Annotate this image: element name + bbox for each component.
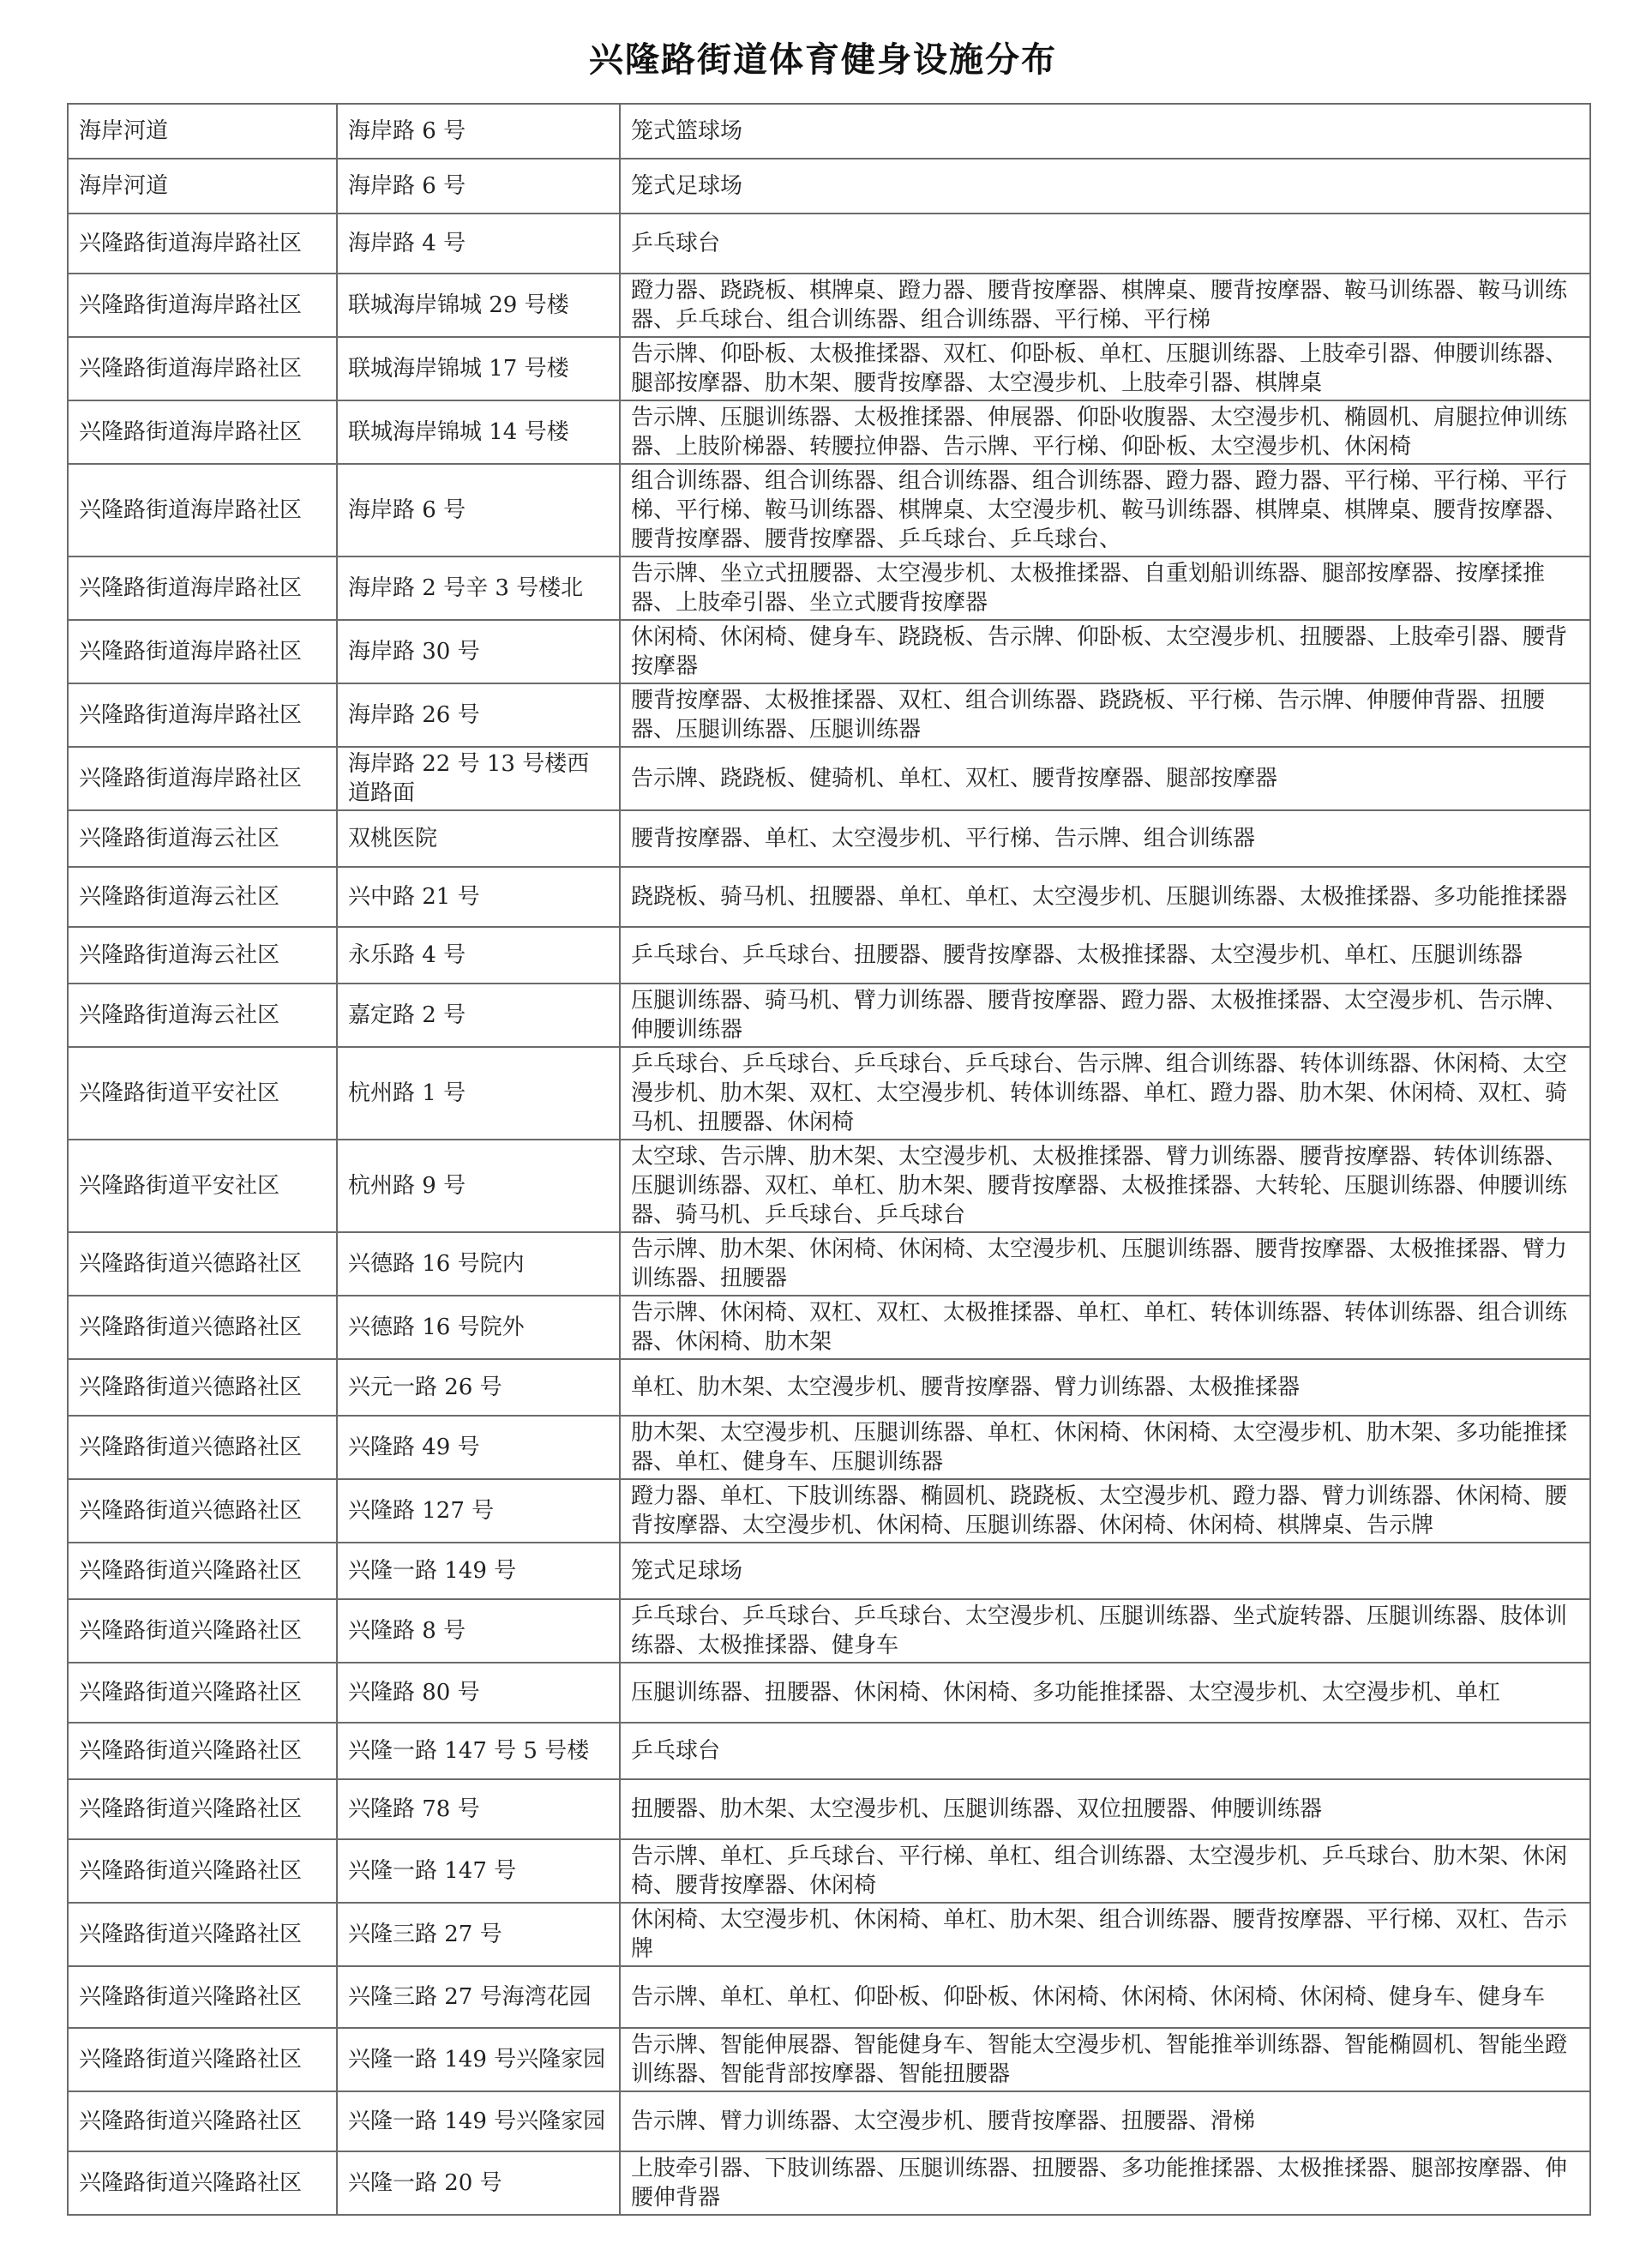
table-row <box>68 1232 1590 1296</box>
community-cell: 兴隆路街道海岸路社区 <box>68 274 337 337</box>
equipment-cell: 笼式篮球场 <box>620 104 1590 159</box>
equipment-cell: 告示牌、肋木架、休闲椅、休闲椅、太空漫步机、压腿训练器、腰背按摩器、太极推揉器、臂力训练器、扭腰器 <box>620 1232 1590 1296</box>
community-cell: 兴隆路街道海云社区 <box>68 984 337 1047</box>
table-row <box>68 464 1590 556</box>
equipment-cell: 蹬力器、跷跷板、棋牌桌、蹬力器、腰背按摩器、棋牌桌、腰背按摩器、鞍马训练器、鞍马训练器、乒乓球台、组合训练器、组合训练器、平行梯、平行梯 <box>620 274 1590 337</box>
address-cell: 兴元一路 26 号 <box>337 1359 620 1416</box>
address-cell: 兴隆三路 27 号 <box>337 1903 620 1966</box>
community-cell: 兴隆路街道兴德路社区 <box>68 1416 337 1479</box>
facility-table <box>67 103 1591 2216</box>
equipment-cell: 腰背按摩器、单杠、太空漫步机、平行梯、告示牌、组合训练器 <box>620 810 1590 867</box>
address-cell: 兴隆一路 149 号兴隆家园 <box>337 2028 620 2091</box>
equipment-cell: 笼式足球场 <box>620 159 1590 214</box>
address-cell: 海岸路 30 号 <box>337 620 620 683</box>
equipment-cell: 休闲椅、太空漫步机、休闲椅、单杠、肋木架、组合训练器、腰背按摩器、平行梯、双杠、告示牌 <box>620 1903 1590 1966</box>
address-cell: 联城海岸锦城 17 号楼 <box>337 337 620 400</box>
address-cell: 兴隆路 49 号 <box>337 1416 620 1479</box>
table-row <box>68 1543 1590 1599</box>
community-cell: 兴隆路街道海云社区 <box>68 810 337 867</box>
address-cell: 兴隆路 127 号 <box>337 1479 620 1543</box>
equipment-cell: 乒乓球台、乒乓球台、乒乓球台、太空漫步机、压腿训练器、坐式旋转器、压腿训练器、肢体训练器、太极推揉器、健身车 <box>620 1599 1590 1663</box>
equipment-cell: 告示牌、臂力训练器、太空漫步机、腰背按摩器、扭腰器、滑梯 <box>620 2091 1590 2151</box>
address-cell: 海岸路 22 号 13 号楼西道路面 <box>337 747 620 810</box>
address-cell: 兴隆一路 147 号 5 号楼 <box>337 1723 620 1779</box>
equipment-cell: 跷跷板、骑马机、扭腰器、单杠、单杠、太空漫步机、压腿训练器、太极推揉器、多功能推揉器 <box>620 867 1590 927</box>
community-cell: 兴隆路街道海岸路社区 <box>68 747 337 810</box>
community-cell: 兴隆路街道平安社区 <box>68 1140 337 1232</box>
table-body <box>68 104 1590 2215</box>
address-cell: 兴中路 21 号 <box>337 867 620 927</box>
community-cell: 兴隆路街道兴隆路社区 <box>68 2091 337 2151</box>
equipment-cell: 组合训练器、组合训练器、组合训练器、组合训练器、蹬力器、蹬力器、平行梯、平行梯、平行梯、平行梯、鞍马训练器、棋牌桌、太空漫步机、鞍马训练器、棋牌桌、棋牌桌、腰背按摩器、腰背按摩器、腰背按摩器、乒乓球台、乒乓球台、 <box>620 464 1590 556</box>
table-row <box>68 1903 1590 1966</box>
address-cell: 兴隆路 8 号 <box>337 1599 620 1663</box>
equipment-cell: 告示牌、休闲椅、双杠、双杠、太极推揉器、单杠、单杠、转体训练器、转体训练器、组合训练器、休闲椅、肋木架 <box>620 1296 1590 1359</box>
address-cell: 海岸路 26 号 <box>337 683 620 747</box>
community-cell: 兴隆路街道海岸路社区 <box>68 400 337 464</box>
address-cell: 联城海岸锦城 14 号楼 <box>337 400 620 464</box>
equipment-cell: 扭腰器、肋木架、太空漫步机、压腿训练器、双位扭腰器、伸腰训练器 <box>620 1779 1590 1839</box>
table-row <box>68 1966 1590 2028</box>
table-row <box>68 927 1590 984</box>
equipment-cell: 笼式足球场 <box>620 1543 1590 1599</box>
address-cell: 联城海岸锦城 29 号楼 <box>337 274 620 337</box>
community-cell: 兴隆路街道兴德路社区 <box>68 1479 337 1543</box>
community-cell: 兴隆路街道兴隆路社区 <box>68 2151 337 2215</box>
table-row <box>68 810 1590 867</box>
table-row <box>68 1416 1590 1479</box>
address-cell: 兴隆三路 27 号海湾花园 <box>337 1966 620 2028</box>
table-row <box>68 620 1590 683</box>
community-cell: 兴隆路街道海岸路社区 <box>68 620 337 683</box>
community-cell: 海岸河道 <box>68 104 337 159</box>
address-cell: 兴德路 16 号院内 <box>337 1232 620 1296</box>
community-cell: 兴隆路街道海岸路社区 <box>68 337 337 400</box>
table-row <box>68 984 1590 1047</box>
equipment-cell: 告示牌、单杠、乒乓球台、平行梯、单杠、组合训练器、太空漫步机、乒乓球台、肋木架、休闲椅、腰背按摩器、休闲椅 <box>620 1839 1590 1903</box>
equipment-cell: 告示牌、单杠、单杠、仰卧板、仰卧板、休闲椅、休闲椅、休闲椅、休闲椅、健身车、健身车 <box>620 1966 1590 2028</box>
address-cell: 兴隆一路 149 号兴隆家园 <box>337 2091 620 2151</box>
equipment-cell: 告示牌、仰卧板、太极推揉器、双杠、仰卧板、单杠、压腿训练器、上肢牵引器、伸腰训练器、腿部按摩器、肋木架、腰背按摩器、太空漫步机、上肢牵引器、棋牌桌 <box>620 337 1590 400</box>
community-cell: 兴隆路街道兴隆路社区 <box>68 1839 337 1903</box>
address-cell: 兴隆一路 147 号 <box>337 1839 620 1903</box>
table-row <box>68 104 1590 159</box>
table-row <box>68 1296 1590 1359</box>
community-cell: 兴隆路街道海云社区 <box>68 867 337 927</box>
table-row <box>68 1663 1590 1723</box>
community-cell: 兴隆路街道兴德路社区 <box>68 1232 337 1296</box>
community-cell: 兴隆路街道兴隆路社区 <box>68 1663 337 1723</box>
equipment-cell: 蹬力器、单杠、下肢训练器、椭圆机、跷跷板、太空漫步机、蹬力器、臂力训练器、休闲椅、腰背按摩器、太空漫步机、休闲椅、压腿训练器、休闲椅、休闲椅、棋牌桌、告示牌 <box>620 1479 1590 1543</box>
address-cell: 海岸路 2 号辛 3 号楼北 <box>337 556 620 620</box>
community-cell: 兴隆路街道兴德路社区 <box>68 1296 337 1359</box>
page-title: 兴隆路街道体育健身设施分布 <box>589 39 1057 80</box>
address-cell: 兴隆路 80 号 <box>337 1663 620 1723</box>
equipment-cell: 乒乓球台 <box>620 1723 1590 1779</box>
equipment-cell: 告示牌、智能伸展器、智能健身车、智能太空漫步机、智能推举训练器、智能椭圆机、智能坐蹬训练器、智能背部按摩器、智能扭腰器 <box>620 2028 1590 2091</box>
address-cell: 杭州路 1 号 <box>337 1047 620 1140</box>
table-row <box>68 1779 1590 1839</box>
table-row <box>68 159 1590 214</box>
table-row <box>68 867 1590 927</box>
community-cell: 兴隆路街道海岸路社区 <box>68 214 337 274</box>
equipment-cell: 压腿训练器、骑马机、臂力训练器、腰背按摩器、蹬力器、太极推揉器、太空漫步机、告示牌、伸腰训练器 <box>620 984 1590 1047</box>
equipment-cell: 休闲椅、休闲椅、健身车、跷跷板、告示牌、仰卧板、太空漫步机、扭腰器、上肢牵引器、腰背按摩器 <box>620 620 1590 683</box>
table-row <box>68 2028 1590 2091</box>
equipment-cell: 肋木架、太空漫步机、压腿训练器、单杠、休闲椅、休闲椅、太空漫步机、肋木架、多功能推揉器、单杠、健身车、压腿训练器 <box>620 1416 1590 1479</box>
table-row <box>68 1839 1590 1903</box>
community-cell: 兴隆路街道兴隆路社区 <box>68 1723 337 1779</box>
table-row <box>68 1599 1590 1663</box>
table-row <box>68 747 1590 810</box>
community-cell: 兴隆路街道兴隆路社区 <box>68 1543 337 1599</box>
address-cell: 海岸路 6 号 <box>337 104 620 159</box>
table-row <box>68 1479 1590 1543</box>
community-cell: 兴隆路街道兴隆路社区 <box>68 1779 337 1839</box>
table-row <box>68 683 1590 747</box>
address-cell: 嘉定路 2 号 <box>337 984 620 1047</box>
table-row <box>68 2091 1590 2151</box>
table-row <box>68 337 1590 400</box>
equipment-cell: 告示牌、坐立式扭腰器、太空漫步机、太极推揉器、自重划船训练器、腿部按摩器、按摩揉推器、上肢牵引器、坐立式腰背按摩器 <box>620 556 1590 620</box>
table-row <box>68 1140 1590 1232</box>
address-cell: 兴德路 16 号院外 <box>337 1296 620 1359</box>
equipment-cell: 太空球、告示牌、肋木架、太空漫步机、太极推揉器、臂力训练器、腰背按摩器、转体训练器、压腿训练器、双杠、单杠、肋木架、腰背按摩器、太极推揉器、大转轮、压腿训练器、伸腰训练器、骑马机、乒乓球台、乒乓球台 <box>620 1140 1590 1232</box>
table-row <box>68 556 1590 620</box>
address-cell: 海岸路 4 号 <box>337 214 620 274</box>
community-cell: 兴隆路街道兴隆路社区 <box>68 1599 337 1663</box>
address-cell: 双桃医院 <box>337 810 620 867</box>
address-cell: 兴隆路 78 号 <box>337 1779 620 1839</box>
address-cell: 兴隆一路 20 号 <box>337 2151 620 2215</box>
community-cell: 兴隆路街道海岸路社区 <box>68 464 337 556</box>
table-row <box>68 1047 1590 1140</box>
address-cell: 海岸路 6 号 <box>337 159 620 214</box>
community-cell: 兴隆路街道兴隆路社区 <box>68 2028 337 2091</box>
table-row <box>68 274 1590 337</box>
equipment-cell: 上肢牵引器、下肢训练器、压腿训练器、扭腰器、多功能推揉器、太极推揉器、腿部按摩器、伸腰伸背器 <box>620 2151 1590 2215</box>
address-cell: 兴隆一路 149 号 <box>337 1543 620 1599</box>
community-cell: 兴隆路街道海岸路社区 <box>68 556 337 620</box>
table-row <box>68 1359 1590 1416</box>
community-cell: 兴隆路街道兴隆路社区 <box>68 1966 337 2028</box>
community-cell: 兴隆路街道平安社区 <box>68 1047 337 1140</box>
equipment-cell: 压腿训练器、扭腰器、休闲椅、休闲椅、多功能推揉器、太空漫步机、太空漫步机、单杠 <box>620 1663 1590 1723</box>
equipment-cell: 乒乓球台 <box>620 214 1590 274</box>
address-cell: 杭州路 9 号 <box>337 1140 620 1232</box>
address-cell: 永乐路 4 号 <box>337 927 620 984</box>
community-cell: 兴隆路街道兴隆路社区 <box>68 1903 337 1966</box>
community-cell: 兴隆路街道兴德路社区 <box>68 1359 337 1416</box>
equipment-cell: 乒乓球台、乒乓球台、扭腰器、腰背按摩器、太极推揉器、太空漫步机、单杠、压腿训练器 <box>620 927 1590 984</box>
table-row <box>68 400 1590 464</box>
equipment-cell: 告示牌、压腿训练器、太极推揉器、伸展器、仰卧收腹器、太空漫步机、椭圆机、肩腿拉伸训练器、上肢阶梯器、转腰拉伸器、告示牌、平行梯、仰卧板、太空漫步机、休闲椅 <box>620 400 1590 464</box>
community-cell: 海岸河道 <box>68 159 337 214</box>
equipment-cell: 告示牌、跷跷板、健骑机、单杠、双杠、腰背按摩器、腿部按摩器 <box>620 747 1590 810</box>
table-row <box>68 1723 1590 1779</box>
table-row <box>68 2151 1590 2215</box>
community-cell: 兴隆路街道海岸路社区 <box>68 683 337 747</box>
equipment-cell: 乒乓球台、乒乓球台、乒乓球台、乒乓球台、告示牌、组合训练器、转体训练器、休闲椅、太空漫步机、肋木架、双杠、太空漫步机、转体训练器、单杠、蹬力器、肋木架、休闲椅、双杠、骑马机、扭腰器、休闲椅 <box>620 1047 1590 1140</box>
community-cell: 兴隆路街道海云社区 <box>68 927 337 984</box>
address-cell: 海岸路 6 号 <box>337 464 620 556</box>
table-row <box>68 214 1590 274</box>
equipment-cell: 腰背按摩器、太极推揉器、双杠、组合训练器、跷跷板、平行梯、告示牌、伸腰伸背器、扭腰器、压腿训练器、压腿训练器 <box>620 683 1590 747</box>
equipment-cell: 单杠、肋木架、太空漫步机、腰背按摩器、臂力训练器、太极推揉器 <box>620 1359 1590 1416</box>
